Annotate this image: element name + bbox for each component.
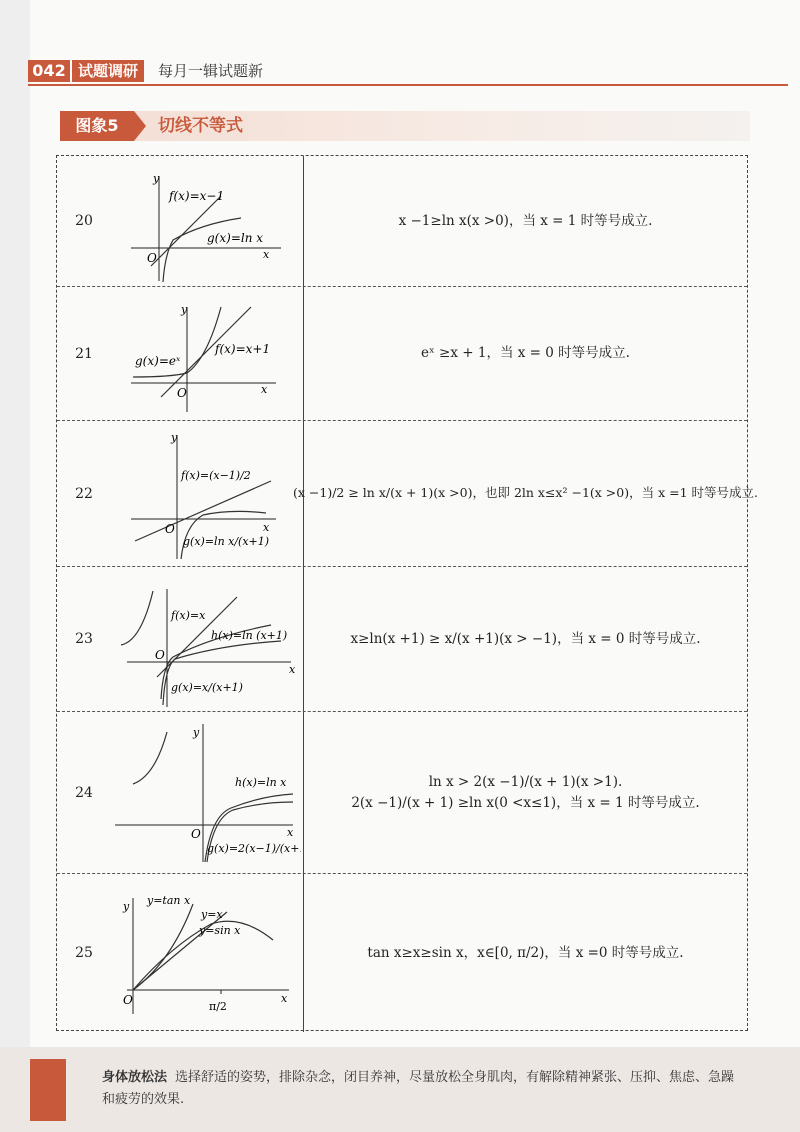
tick-label: π/2: [209, 1000, 227, 1013]
curve-label: h(x)=ln (x+1): [211, 629, 288, 642]
row-graph: [111, 156, 301, 286]
footer-stamp: [30, 1059, 66, 1121]
page-number: 042: [28, 60, 70, 82]
table-row: [57, 287, 747, 421]
curve-label: f(x)=x+1: [215, 342, 271, 356]
curve-label: g(x)=ln x/(x+1): [183, 535, 270, 548]
figure-title: 切线不等式: [158, 116, 243, 136]
curve-label: g(x)=ln x: [207, 231, 264, 245]
graph-22: [111, 421, 301, 567]
curve-label: g(x)=2(x−1)/(x+1): [207, 842, 301, 855]
curve-label: f(x)=x−1: [169, 189, 225, 203]
row-number: 20: [75, 213, 93, 229]
table-row: [57, 421, 758, 567]
inequality-line: ln x > 2(x −1)/(x + 1)(x >1).: [428, 774, 623, 791]
inequality-table: [56, 155, 758, 1031]
row-number: 25: [75, 945, 93, 961]
row-graph: [111, 567, 301, 711]
row-graph: [111, 287, 301, 420]
row-number: 21: [75, 345, 93, 362]
row-graph: [111, 874, 301, 1032]
inequality-line: (x −1)/2 ≥ ln x/(x + 1)(x >0)，也即 2ln x≤x² −1(x >0)，当 x =1 时等号成立.: [293, 485, 758, 501]
inequality-text: [304, 156, 747, 286]
curve-label: y=sin x: [199, 924, 241, 937]
inequality-line: x −1≥ln x(x >0)，当 x = 1 时等号成立.: [398, 212, 653, 229]
row-graph: [111, 712, 301, 873]
footer-keyword: 身体放松法: [102, 1070, 168, 1085]
figure-tag: 图象5: [60, 111, 134, 141]
row-number: 22: [75, 485, 93, 502]
origin-label: O: [191, 827, 201, 841]
inequality-text: [304, 567, 747, 711]
axis-y-label: y: [123, 900, 130, 913]
inequality-text: [304, 712, 747, 873]
axis-x-label: x: [287, 826, 294, 839]
axis-x-label: x: [261, 383, 268, 396]
figure-heading: [60, 111, 750, 141]
curve-label: g(x)=eˣ: [135, 354, 181, 368]
table-row: [57, 567, 747, 712]
header-rule: [28, 84, 788, 86]
inequality-line: 2(x −1)/(x + 1) ≥ln x(0 <x≤1)，当 x = 1 时等号成立.: [351, 794, 700, 811]
footer-tip: [102, 1067, 742, 1111]
inequality-text: [293, 421, 758, 566]
graph-25: [111, 874, 301, 1032]
origin-label: O: [177, 386, 187, 400]
graph-23: [111, 567, 301, 712]
curve-label: h(x)=ln x: [235, 776, 287, 789]
table-row: [57, 712, 747, 874]
page-footer: [0, 1047, 800, 1132]
page-edge: [0, 0, 30, 1132]
origin-label: O: [123, 993, 133, 1007]
table-row: [57, 874, 747, 1032]
row-number: 24: [75, 784, 93, 801]
origin-label: O: [147, 251, 157, 265]
table-row: [57, 156, 747, 287]
inequality-text: [304, 287, 747, 420]
axis-y-label: y: [171, 431, 178, 444]
axis-x-label: x: [289, 663, 296, 676]
inequality-text: [304, 874, 747, 1032]
origin-label: O: [165, 522, 175, 536]
curve-label: f(x)=x: [171, 609, 206, 622]
section-subtitle: 每月一辑试题新: [158, 62, 264, 80]
inequality-line: tan x≥x≥sin x，x∈[0, π/2)，当 x =0 时等号成立.: [367, 944, 684, 961]
axis-x-label: x: [263, 521, 270, 534]
page-header: [28, 58, 788, 84]
graph-20: [111, 156, 301, 287]
inequality-line: eˣ ≥x + 1，当 x = 0 时等号成立.: [421, 345, 630, 362]
row-number: 23: [75, 631, 93, 647]
axis-x-label: x: [281, 992, 288, 1005]
axis-y-label: y: [181, 303, 188, 316]
graph-21: [111, 287, 301, 421]
curve-label: y=tan x: [147, 894, 191, 907]
curve-label: f(x)=(x−1)/2: [181, 469, 251, 482]
axis-x-label: x: [263, 248, 270, 261]
curve-label: y=x: [201, 908, 223, 921]
inequality-line: x≥ln(x +1) ≥ x/(x +1)(x > −1)，当 x = 0 时等号成立.: [350, 630, 701, 647]
curve-label: g(x)=x/(x+1): [171, 681, 243, 694]
footer-body: 选择舒适的姿势，排除杂念，闭目养神，尽量放松全身肌肉，有解除精神紧张、压抑、焦虑、急躁和疲劳的效果.: [102, 1070, 735, 1107]
axis-y-label: y: [153, 172, 160, 185]
graph-24: [111, 712, 301, 874]
section-label: 试题调研: [72, 60, 144, 82]
axis-y-label: y: [193, 726, 200, 739]
figure-arrow: [134, 111, 146, 141]
row-graph: [111, 421, 301, 566]
origin-label: O: [155, 648, 165, 662]
